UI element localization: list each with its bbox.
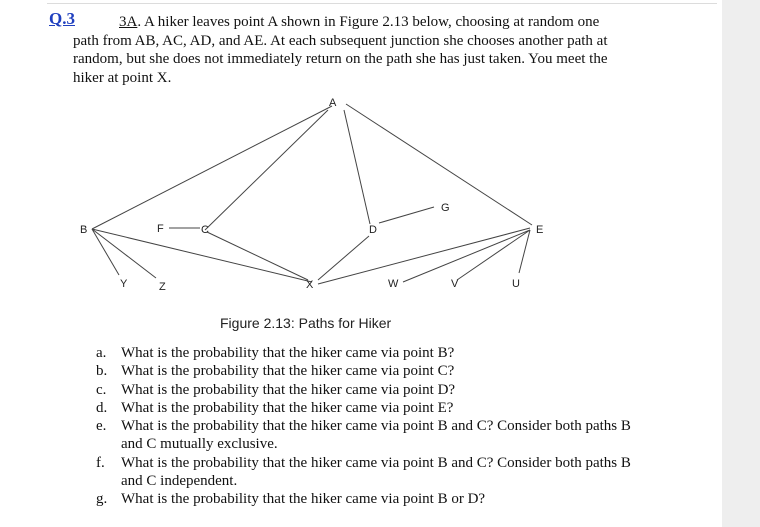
point-A: A xyxy=(329,97,337,109)
subquestion-item xyxy=(96,454,636,491)
subquestion-letter: d. xyxy=(96,399,108,416)
point-V: V xyxy=(451,278,459,290)
subquestion-item xyxy=(96,490,636,508)
point-X: X xyxy=(306,279,314,291)
subquestion-text: What is the probability that the hiker came via point E? xyxy=(121,399,454,416)
subquestion-list xyxy=(96,344,636,509)
point-C: C xyxy=(201,224,209,236)
path-A-C xyxy=(205,110,328,230)
point-G: G xyxy=(441,202,450,214)
point-Z: Z xyxy=(159,281,166,293)
point-F: F xyxy=(157,223,164,235)
point-U: U xyxy=(512,278,520,290)
path-B-Y xyxy=(92,229,119,275)
subquestion-letter: e. xyxy=(96,418,107,435)
path-D-G xyxy=(379,207,434,223)
subquestion-text: What is the probability that the hiker came via point B and C? Consider both paths B and C mutually exclusive. xyxy=(121,418,631,453)
point-B: B xyxy=(80,224,88,236)
subquestion-letter: g. xyxy=(96,491,108,508)
question-number: Q.3 xyxy=(49,9,75,28)
subquestion-letter: f. xyxy=(96,454,105,471)
question-body: . A hiker leaves point A shown in Figure 2.13 below, choosing at random one path from AB, AC, AD, and AE. At each subsequent junction she chooses another path at random, but she does not immediately return on the path she has just taken. You meet the hiker at point X. xyxy=(73,14,608,87)
path-B-X xyxy=(92,229,312,282)
path-E-X xyxy=(318,228,530,284)
subquestion-item xyxy=(96,381,636,399)
subquestion-item xyxy=(96,344,636,362)
point-W: W xyxy=(388,278,399,290)
subquestion-text: What is the probability that the hiker came via point B and C? Consider both paths B and C independent. xyxy=(121,454,631,490)
point-E: E xyxy=(536,224,544,236)
subquestion-text: What is the probability that the hiker came via point D? xyxy=(121,381,456,398)
subquestion-letter: b. xyxy=(96,363,108,380)
subquestion-letter: c. xyxy=(96,381,107,398)
subquestion-item xyxy=(96,399,636,417)
subquestion-letter: a. xyxy=(96,345,107,361)
diagram-paths xyxy=(92,104,532,284)
subquestion-text: What is the probability that the hiker came via point B or D? xyxy=(121,491,486,508)
subquestion-item xyxy=(96,362,636,380)
subquestion-item xyxy=(96,417,636,454)
question-label: 3A xyxy=(119,14,138,30)
subquestion-text: What is the probability that the hiker came via point C? xyxy=(121,363,455,380)
path-A-E xyxy=(346,104,532,225)
path-A-D xyxy=(344,110,370,224)
point-D: D xyxy=(369,224,377,236)
path-C-X xyxy=(207,232,308,280)
figure-caption: Figure 2.13: Paths for Hiker xyxy=(220,315,392,331)
path-D-X xyxy=(318,236,369,280)
path-A-B xyxy=(92,106,332,229)
point-Y: Y xyxy=(120,278,128,290)
subquestion-text: What is the probability that the hiker came via point B? xyxy=(121,345,455,361)
